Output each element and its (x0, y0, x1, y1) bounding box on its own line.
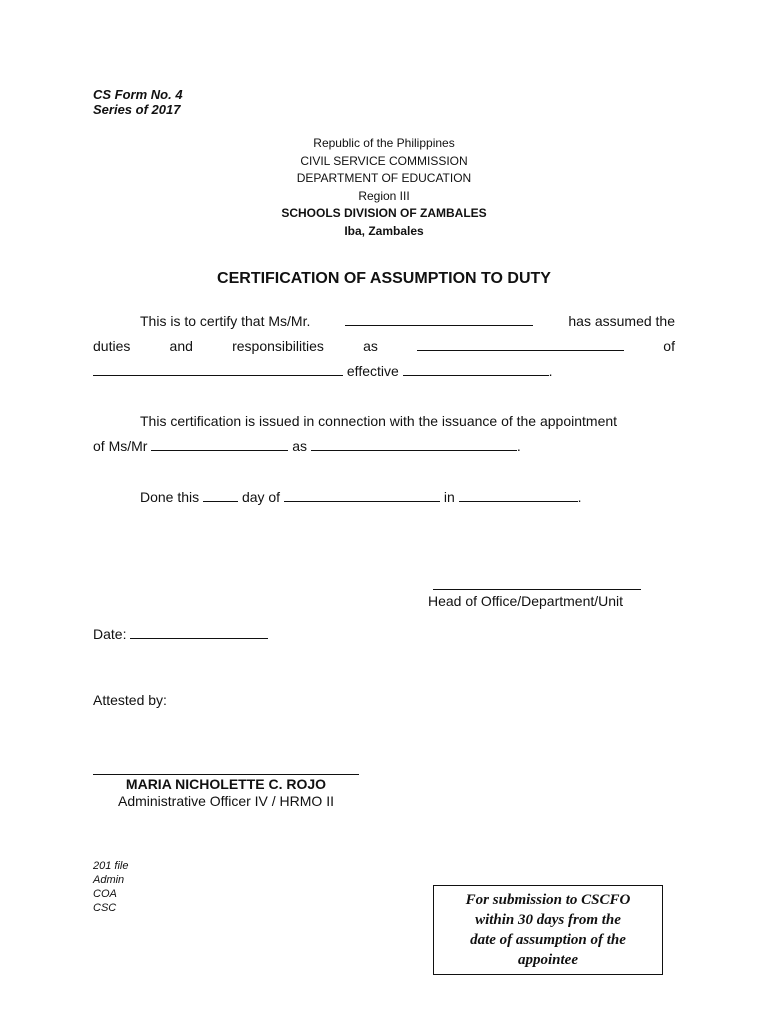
header-deped: DEPARTMENT OF EDUCATION (296, 171, 472, 186)
certify-paragraph (93, 309, 675, 384)
header-division: SCHOOLS DIVISION OF ZAMBALES (281, 206, 487, 221)
day-of-text: day of (241, 489, 281, 505)
head-signature-label: Head of Office/Department/Unit (428, 593, 624, 609)
has-assumed-text: has assumed the (568, 313, 675, 329)
of-ms-text: of Ms/Mr (93, 438, 148, 454)
note-line: appointee (518, 952, 578, 968)
issuance-row-2: of Ms/Mr as . (93, 438, 521, 454)
done-this-text: Done this (140, 489, 200, 505)
submission-note-box (433, 885, 663, 975)
duties-word: duties (93, 338, 131, 354)
attester-name: MARIA NICHOLETTE C. ROJO (125, 776, 327, 792)
attested-label: Attested by: (93, 692, 167, 708)
note-line: For submission to CSCFO (465, 892, 631, 908)
distribution-item: CSC (93, 902, 117, 914)
done-paragraph: Done this day of in . (140, 489, 582, 505)
date-blank[interactable] (130, 624, 268, 639)
certify-row-1 (93, 309, 675, 334)
issuance-paragraph (93, 409, 675, 459)
note-line: within 30 days from the (475, 912, 621, 928)
certify-text: This is to certify that Ms/Mr. (140, 313, 311, 329)
certify-row-3: effective . (93, 359, 675, 384)
header-location: Iba, Zambales (344, 223, 424, 238)
as-text: as (292, 438, 308, 454)
day-blank[interactable] (203, 487, 238, 502)
certify-row-2 (93, 334, 675, 359)
agency-header (0, 135, 768, 241)
issuance-line: This certification is issued in connection with the issuance of the appointment (140, 413, 618, 429)
in-text: in (443, 489, 455, 505)
place-blank[interactable] (459, 487, 578, 502)
header-republic: Republic of the Philippines (313, 136, 455, 150)
header-region: Region III (358, 188, 410, 203)
employee-name-blank[interactable] (345, 311, 533, 326)
appointment-position-blank[interactable] (311, 436, 517, 451)
note-line: date of assumption of the (470, 932, 626, 948)
form-series: Series of 2017 (93, 102, 181, 117)
office-blank[interactable] (93, 361, 343, 376)
distribution-list (93, 859, 128, 915)
distribution-item: Admin (93, 874, 125, 886)
effective-word: effective (346, 363, 399, 379)
attester-signature-line[interactable] (93, 774, 359, 775)
date-label: Date: (93, 626, 127, 642)
appointee-name-blank[interactable] (151, 436, 288, 451)
month-blank[interactable] (284, 487, 440, 502)
document-title: CERTIFICATION OF ASSUMPTION TO DUTY (217, 270, 551, 287)
date-row (93, 622, 268, 647)
of-word: of (663, 338, 675, 354)
attester-position: Administrative Officer IV / HRMO II (117, 793, 334, 809)
distribution-item: 201 file (93, 860, 129, 872)
header-csc: CIVIL SERVICE COMMISSION (300, 153, 468, 168)
form-number: CS Form No. 4 (93, 87, 183, 102)
effective-date-blank[interactable] (403, 361, 549, 376)
distribution-item: COA (93, 888, 117, 900)
responsibilities-word: responsibilities (232, 338, 324, 354)
position-blank[interactable] (417, 336, 624, 351)
as-word: as (363, 338, 378, 354)
form-identifier (93, 87, 183, 117)
and-word: and (169, 338, 193, 354)
